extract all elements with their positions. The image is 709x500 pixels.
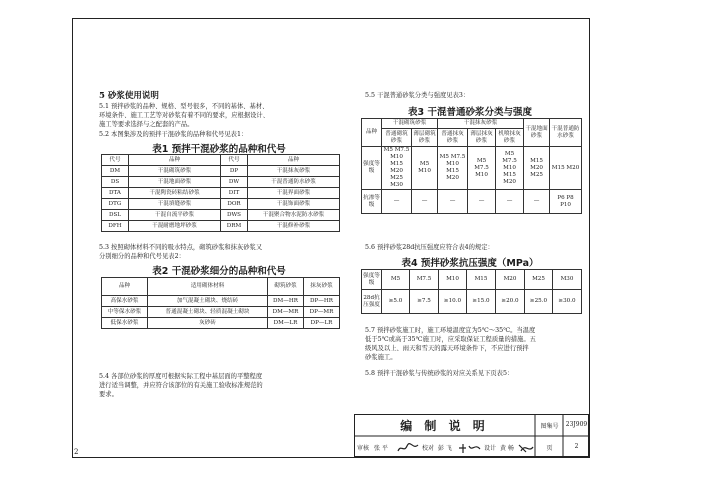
table-row bbox=[102, 166, 340, 177]
table-cell: DP—MR bbox=[304, 307, 340, 318]
table-cell: DM—HR bbox=[268, 296, 304, 307]
table-cell: DRM bbox=[221, 221, 248, 232]
table-cell: M15 M20 bbox=[550, 147, 582, 190]
table3-subheader: 薄层砌筑砂浆 bbox=[412, 129, 438, 147]
table-row bbox=[102, 188, 340, 199]
table-cell: DP bbox=[221, 166, 248, 177]
table1-caption: 表1 预拌干混砂浆的品种和代号 bbox=[152, 144, 286, 155]
table4 bbox=[361, 269, 582, 314]
table-cell: ≥5.0 bbox=[382, 290, 410, 314]
table-cell: M5 bbox=[382, 270, 410, 290]
table-cell: DOR bbox=[221, 199, 248, 210]
table-row bbox=[362, 270, 582, 290]
table3-row-label: 强度等级 bbox=[362, 147, 382, 190]
table-cell: DTA bbox=[102, 188, 129, 199]
table1-header: 代号 bbox=[102, 155, 129, 166]
review-signature bbox=[396, 439, 420, 451]
table-cell: ≥7.5 bbox=[410, 290, 439, 314]
table3-row-label: 抗渗等级 bbox=[362, 190, 382, 214]
table1-header: 代号 bbox=[221, 155, 248, 166]
table3-subheader: 普通抹灰砂浆 bbox=[438, 129, 468, 147]
table-cell: 干混砌筑砂浆 bbox=[129, 166, 221, 177]
table-cell: 灰砂砖 bbox=[148, 318, 268, 329]
table-cell: 干混填缝砂浆 bbox=[129, 199, 221, 210]
table3-group-header: 干混砌筑砂浆 bbox=[382, 119, 438, 129]
table-cell: — bbox=[438, 190, 468, 214]
table-cell: 中等保水砂浆 bbox=[102, 307, 148, 318]
table-cell: 干混聚合物水泥防水砂浆 bbox=[248, 210, 340, 221]
page-number-cell: 2 bbox=[574, 443, 579, 450]
paragraph-5-7: 5.7 预拌砂浆施工时，施工环境温度宜为5℃～35℃。当温度 低于5℃或高于35℃施工时，应采取保证工程质量的措施。五 级风及以上、雨天和雪天的露天环境条件下，不应进行预拌 砂浆施工。 bbox=[365, 327, 536, 361]
check-name: 彭 飞 bbox=[438, 445, 452, 452]
table3-subheader: 普通砌筑砂浆 bbox=[382, 129, 412, 147]
table-row bbox=[362, 147, 582, 190]
atlas-label: 图集号 bbox=[540, 423, 559, 430]
table-cell: — bbox=[412, 190, 438, 214]
table-cell: ≥20.0 bbox=[496, 290, 525, 314]
table2-header: 砌筑砂浆 bbox=[268, 278, 304, 296]
table-cell: M5 M7.5 M10 M15 M20 M25 M30 bbox=[382, 147, 412, 190]
table-cell: M15 M20 M25 bbox=[524, 147, 550, 190]
table-cell: — bbox=[468, 190, 496, 214]
table-cell: M10 bbox=[439, 270, 467, 290]
review-label: 审核 bbox=[357, 445, 370, 452]
table4-caption: 表4 预拌砂浆抗压强度（MPa） bbox=[401, 258, 539, 269]
table-row bbox=[102, 210, 340, 221]
table-cell: ≥30.0 bbox=[553, 290, 582, 314]
table1-header: 品种 bbox=[248, 155, 340, 166]
table-cell: M5 M7.5 M10 M15 M20 bbox=[496, 147, 524, 190]
atlas-number: 23J909 bbox=[565, 421, 588, 428]
paragraph-5-3: 5.3 按照砌体材料不同的吸水特点，砌筑砂浆和抹灰砂浆又 分别细分的品种和代号见表2： bbox=[99, 244, 263, 260]
table2-header: 抹灰砂浆 bbox=[304, 278, 340, 296]
table-cell: DM—LR bbox=[268, 318, 304, 329]
table-cell: P6 P8 P10 bbox=[550, 190, 582, 214]
table-cell: DIT bbox=[221, 188, 248, 199]
table-cell: M5 M7.5 M10 bbox=[468, 147, 496, 190]
paragraph-5-5: 5.5 干混普通砂浆分类与强度见表3： bbox=[365, 92, 470, 99]
paragraph-5-6: 5.6 预拌砂浆28d抗压强度应符合表4的规定： bbox=[365, 244, 494, 251]
table3-subheader: 干混地面砂浆 bbox=[524, 119, 550, 147]
table-cell: ≥25.0 bbox=[525, 290, 553, 314]
table-cell: DM—MR bbox=[268, 307, 304, 318]
table-cell: M5 M10 bbox=[412, 147, 438, 190]
table-cell: M15 bbox=[467, 270, 496, 290]
table-cell: 干混抹灰砂浆 bbox=[248, 166, 340, 177]
page-number: 2 bbox=[74, 448, 79, 456]
table-cell: DFH bbox=[102, 221, 129, 232]
review-name: 张 平 bbox=[374, 445, 388, 452]
table-row bbox=[102, 318, 340, 329]
table-cell: — bbox=[382, 190, 412, 214]
table3-subheader: 干混普通防水砂浆 bbox=[550, 119, 582, 147]
table-cell: DW bbox=[221, 177, 248, 188]
table-cell: — bbox=[496, 190, 524, 214]
table-cell: DTG bbox=[102, 199, 129, 210]
table-row bbox=[362, 290, 582, 314]
drawing-title: 编 制 说 明 bbox=[400, 419, 489, 433]
table-cell: 高保水砂浆 bbox=[102, 296, 148, 307]
table-cell: 干混修补砂浆 bbox=[248, 221, 340, 232]
table3-subheader: 机喷抹灰砂浆 bbox=[496, 129, 524, 147]
page-label: 页 bbox=[546, 445, 553, 452]
table2-caption: 表2 干混砂浆细分的品种和代号 bbox=[152, 266, 286, 277]
table3-group-header: 干混抹灰砂浆 bbox=[438, 119, 524, 129]
table-cell: DS bbox=[102, 177, 129, 188]
table-cell: 干混地面砂浆 bbox=[129, 177, 221, 188]
table-cell: M20 bbox=[496, 270, 525, 290]
table-cell: 干混界面砂浆 bbox=[248, 188, 340, 199]
table-row bbox=[362, 190, 582, 214]
table-row bbox=[102, 177, 340, 188]
table-cell: M30 bbox=[553, 270, 582, 290]
table2-header: 品种 bbox=[102, 278, 148, 296]
table-cell: 普通混凝土砌块、轻质混凝土砌块 bbox=[148, 307, 268, 318]
table3-subheader: 薄层抹灰砂浆 bbox=[468, 129, 496, 147]
table3-variety-label: 品种 bbox=[362, 119, 382, 147]
check-label: 校对 bbox=[422, 445, 435, 452]
table4-row-label: 强度等级 bbox=[362, 270, 382, 290]
table-cell: 低保水砂浆 bbox=[102, 318, 148, 329]
table-cell: DP—LR bbox=[304, 318, 340, 329]
table-row bbox=[102, 199, 340, 210]
table-cell: ≥10.0 bbox=[439, 290, 467, 314]
table-cell: — bbox=[524, 190, 550, 214]
section-heading: 5 砂浆使用说明 bbox=[99, 91, 159, 101]
table-cell: ≥15.0 bbox=[467, 290, 496, 314]
table-cell: M5 M7.5 M10 M15 M20 bbox=[438, 147, 468, 190]
table-row bbox=[102, 221, 340, 232]
table-cell: M7.5 bbox=[410, 270, 439, 290]
table-cell: DSL bbox=[102, 210, 129, 221]
table-cell: 干混普通防水砂浆 bbox=[248, 177, 340, 188]
table2 bbox=[101, 277, 340, 329]
table3-caption: 表3 干混普通砂浆分类与强度 bbox=[408, 107, 532, 118]
table-cell: 干混自流平砂浆 bbox=[129, 210, 221, 221]
table-cell: 干混耐磨地坪砂浆 bbox=[129, 221, 221, 232]
drawing-frame bbox=[72, 18, 590, 458]
table-cell: DP—HR bbox=[304, 296, 340, 307]
table4-row-label: 28d抗压强度 bbox=[362, 290, 382, 314]
table-cell: 干混饰面砂浆 bbox=[248, 199, 340, 210]
table-cell: DM bbox=[102, 166, 129, 177]
paragraph-5-4: 5.4 各部位砂浆的厚度可根据实际工程中基层面的平整程度 进行适当调整，并应符合该部位的有关施工验收标准规范的 要求。 bbox=[99, 373, 263, 398]
table-cell: DWS bbox=[221, 210, 248, 221]
design-label: 设计 bbox=[484, 445, 497, 452]
table1-header: 品种 bbox=[129, 155, 221, 166]
table-cell: M25 bbox=[525, 270, 553, 290]
check-signature bbox=[458, 439, 482, 451]
paragraph-5-2: 5.2 本图集涉及的预拌干混砂浆的品种和代号见表1： bbox=[99, 131, 248, 138]
table-row bbox=[102, 307, 340, 318]
table2-header: 适用砌体材料 bbox=[148, 278, 268, 296]
paragraph-5-8: 5.8 预拌干混砂浆与传统砂浆的对应关系见下页表5： bbox=[365, 370, 514, 377]
design-name: 黄 畅 bbox=[500, 445, 514, 452]
table3 bbox=[361, 118, 582, 214]
table-cell: 加气混凝土砌块、烧结砖 bbox=[148, 296, 268, 307]
table-row bbox=[102, 296, 340, 307]
title-block bbox=[354, 414, 589, 457]
table-cell: 干混陶瓷砖粘结砂浆 bbox=[129, 188, 221, 199]
design-signature bbox=[517, 439, 535, 451]
table1 bbox=[101, 154, 340, 232]
paragraph-5-1: 5.1 预拌砂浆的品种、规格、型号很多，不同的基体、基材、 环境条件、施工工艺等对砂浆有着不同的要求，应根据设计、 施工等要求选择与之配套的产品。 bbox=[99, 103, 270, 128]
